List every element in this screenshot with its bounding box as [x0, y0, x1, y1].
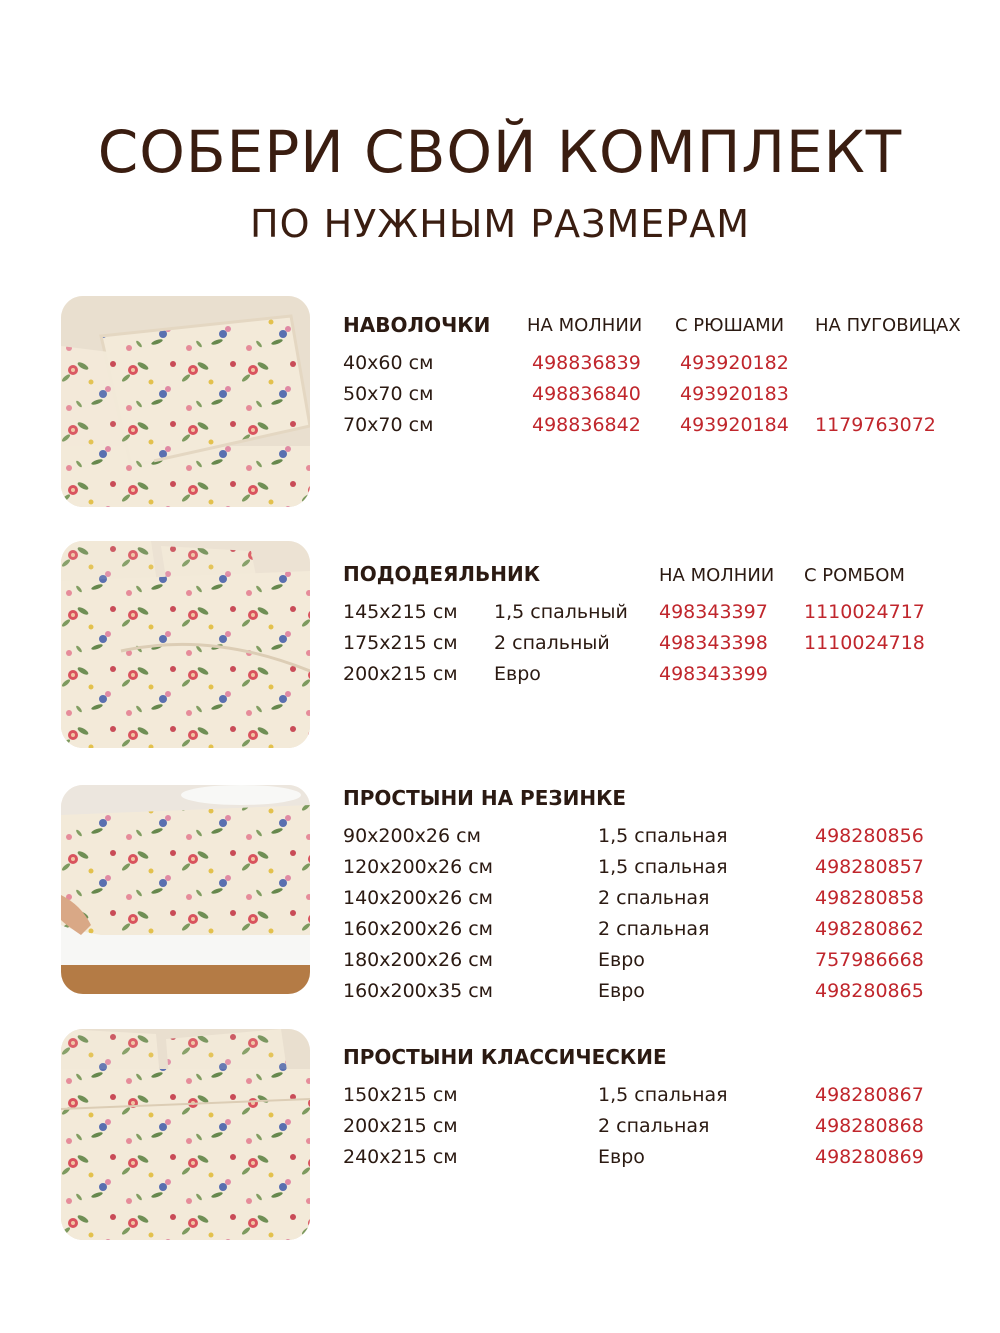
article-code: 498280858 [815, 887, 924, 909]
article-code: 498280868 [815, 1115, 924, 1137]
type-cell: 2 спальный [494, 632, 610, 654]
size-cell: 175х215 см [343, 632, 458, 654]
type-cell: 1,5 спальная [598, 825, 728, 847]
size-cell: 150х215 см [343, 1084, 458, 1106]
type-cell: 2 спальная [598, 887, 710, 909]
article-code: 493920184 [680, 414, 789, 436]
size-cell: 180х200х26 см [343, 949, 494, 971]
article-code: 498280857 [815, 856, 924, 878]
article-code: 498343398 [659, 632, 768, 654]
type-cell: 1,5 спальная [598, 856, 728, 878]
duvet-title: ПОДОДЕЯЛЬНИК [343, 562, 541, 586]
article-code: 498280869 [815, 1146, 924, 1168]
size-cell: 40х60 см [343, 352, 434, 374]
col-buttons: НА ПУГОВИЦАХ [815, 315, 961, 336]
article-code: 757986668 [815, 949, 924, 971]
type-cell: 1,5 спальная [598, 1084, 728, 1106]
fitted-title: ПРОСТЫНИ НА РЕЗИНКЕ [343, 786, 627, 810]
article-code: 498836839 [532, 352, 641, 374]
classic-photo [61, 1029, 310, 1240]
duvet-photo [61, 541, 310, 748]
article-code: 498343397 [659, 601, 768, 623]
size-cell: 145х215 см [343, 601, 458, 623]
size-cell: 200х215 см [343, 1115, 458, 1137]
size-cell: 90х200х26 см [343, 825, 481, 847]
type-cell: Евро [598, 949, 645, 971]
size-cell: 50х70 см [343, 383, 434, 405]
size-cell: 240х215 см [343, 1146, 458, 1168]
col-ruffle: С РЮШАМИ [675, 315, 785, 336]
type-cell: 1,5 спальный [494, 601, 628, 623]
size-cell: 160х200х35 см [343, 980, 494, 1002]
type-cell: 2 спальная [598, 1115, 710, 1137]
size-cell: 140х200х26 см [343, 887, 494, 909]
size-cell: 120х200х26 см [343, 856, 494, 878]
page-title: СОБЕРИ СВОЙ КОМПЛЕКТ [97, 118, 903, 186]
article-code: 493920182 [680, 352, 789, 374]
type-cell: Евро [598, 1146, 645, 1168]
article-code: 498836842 [532, 414, 641, 436]
size-cell: 70х70 см [343, 414, 434, 436]
size-cell: 200х215 см [343, 663, 458, 685]
article-code: 1110024717 [804, 601, 925, 623]
fitted-photo [61, 785, 310, 994]
col-zipper: НА МОЛНИИ [659, 565, 775, 586]
article-code: 498280862 [815, 918, 924, 940]
article-code: 498343399 [659, 663, 768, 685]
size-cell: 160х200х26 см [343, 918, 494, 940]
page-subtitle: ПО НУЖНЫМ РАЗМЕРАМ [250, 202, 750, 246]
type-cell: Евро [598, 980, 645, 1002]
article-code: 498280856 [815, 825, 924, 847]
pillowcases-photo [61, 296, 310, 507]
article-code: 493920183 [680, 383, 789, 405]
type-cell: 2 спальная [598, 918, 710, 940]
type-cell: Евро [494, 663, 541, 685]
article-code: 498836840 [532, 383, 641, 405]
article-code: 498280865 [815, 980, 924, 1002]
article-code: 1179763072 [815, 414, 936, 436]
classic-title: ПРОСТЫНИ КЛАССИЧЕСКИЕ [343, 1045, 667, 1069]
pillowcases-title: НАВОЛОЧКИ [343, 313, 491, 337]
col-rhomb: С РОМБОМ [804, 565, 905, 586]
col-zipper: НА МОЛНИИ [527, 315, 643, 336]
article-code: 498280867 [815, 1084, 924, 1106]
article-code: 1110024718 [804, 632, 925, 654]
